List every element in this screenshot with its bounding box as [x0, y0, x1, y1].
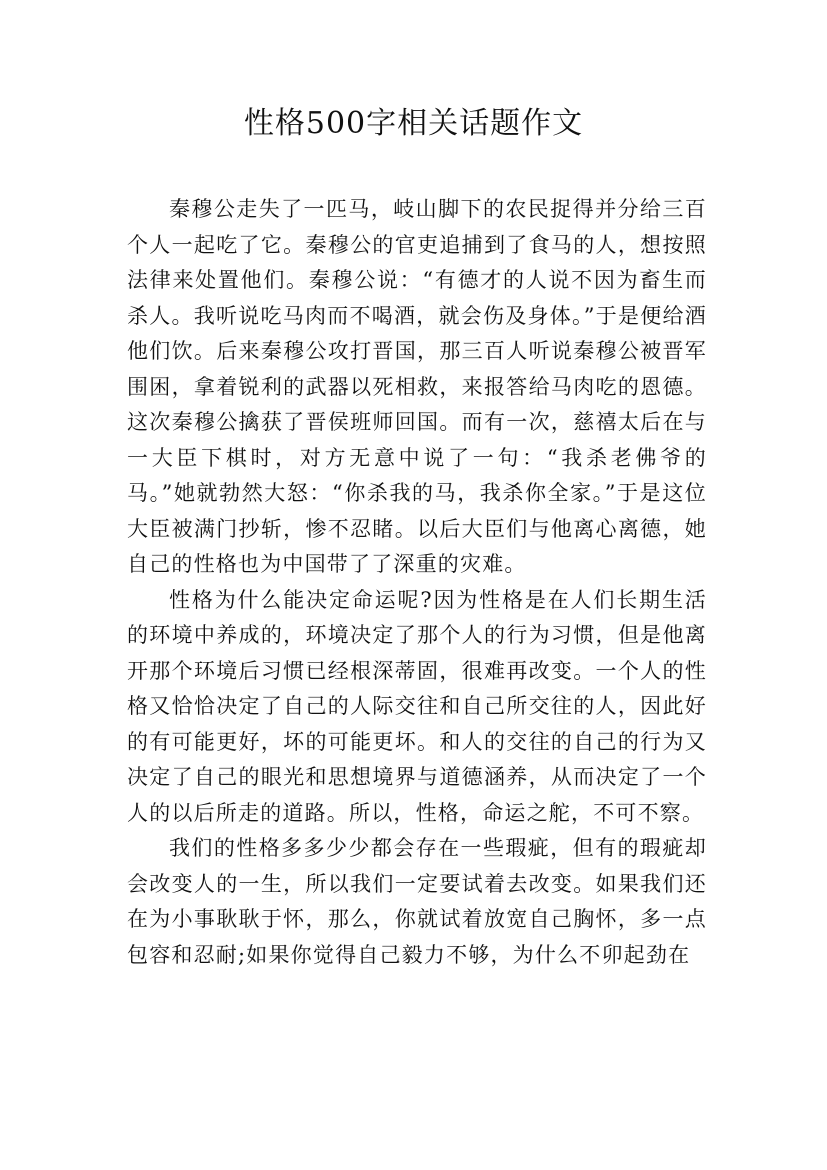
paragraph-1: 秦穆公走失了一匹马，岐山脚下的农民捉得并分给三百个人一起吃了它。秦穆公的官吏追捕到了食马的人，想按照法律来处置他们。秦穆公说：“有德才的人说不因为畜生而杀人。我听说吃马肉而不喝酒，就会伤及身体。”于是便给酒他们饮。后来秦穆公攻打晋国，那三百人听说秦穆公被晋军围困，拿着锐利的武器以死相救，来报答给马肉吃的恩德。这次秦穆公擒获了晋侯班师回国。而有一次，慈禧太后在与一大臣下棋时，对方无意中说了一句：“我杀老佛爷的马。”她就勃然大怒：“你杀我的马，我杀你全家。”于是这位大臣被满门抄斩，惨不忍睹。以后大臣们与他离心离德，她自己的性格也为中国带了了深重的灾难。 [127, 197, 707, 576]
paragraph-3: 我们的性格多多少少都会存在一些瑕疵，但有的瑕疵却会改变人的一生，所以我们一定要试着去改变。如果我们还在为小事耿耿于怀，那么，你就试着放宽自己胸怀，多一点包容和忍耐;如果你觉得自己毅力不够，为什么不卯起劲在 [127, 836, 707, 967]
paragraph-2: 性格为什么能决定命运呢?因为性格是在人们长期生活的环境中养成的，环境决定了那个人的行为习惯，但是他离开那个环境后习惯已经根深蒂固，很难再改变。一个人的性格又恰恰决定了自己的人际交往和自己所交往的人，因此好的有可能更好，坏的可能更坏。和人的交往的自己的行为又决定了自己的眼光和思想境界与道德涵养，从而决定了一个人的以后所走的道路。所以，性格，命运之舵，不可不察。 [127, 587, 707, 825]
page-title: 性格500字相关话题作文 [243, 106, 584, 141]
article-body [127, 192, 707, 973]
